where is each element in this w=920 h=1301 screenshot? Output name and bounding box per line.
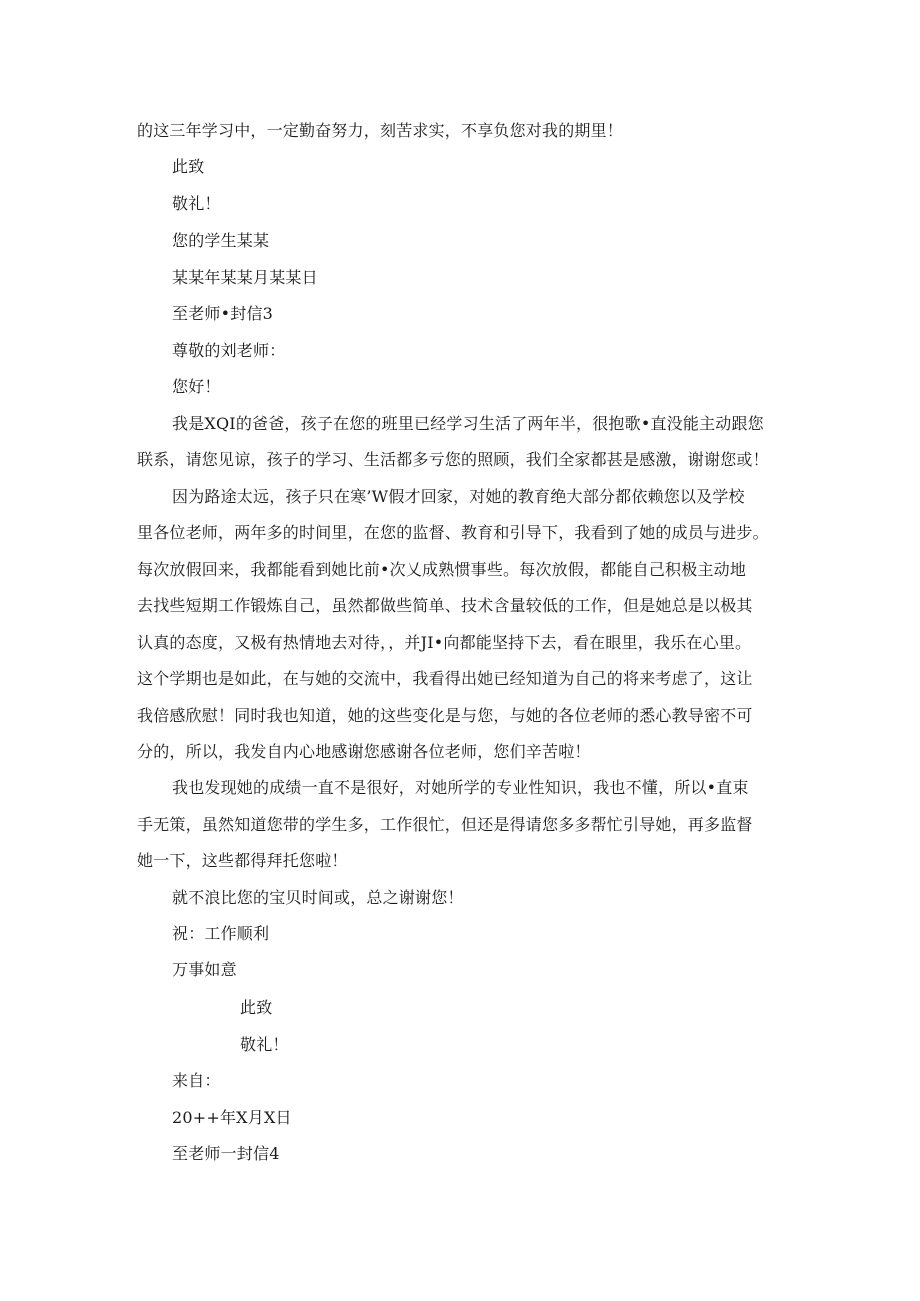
paragraph-line: 这个学期也是如此，在与她的交流中，我看得出她已经知道为自己的将来考虑了，这让: [137, 669, 753, 688]
closing-line: 此致: [172, 157, 205, 176]
paragraph-line: 她一下，这些都得拜托您啦！: [137, 851, 348, 870]
wish-line: 祝：工作顺利: [172, 924, 270, 943]
paragraph-line: 手无策，虽然知道您带的学生多，工作很忙，但还是得请您多多帮忙引导她，再多监督: [137, 815, 753, 834]
text-line: 的这三年学习中，一定勤奋努力，刻苦求实，不享负您对我的期里！: [137, 121, 624, 140]
paragraph-line: 联系，请您见谅，孩子的学习、生活都多亏您的照顾，我们全家都甚是感激，谢谢您或！: [137, 450, 769, 469]
section-heading: 至老师•封信3: [172, 304, 274, 323]
paragraph-line: 每次放假回来，我都能看到她比前•次乂成熟惯事些。每次放假，都能自己积极主动地: [137, 560, 747, 579]
section-heading: 至老师一封信4: [172, 1144, 280, 1163]
paragraph-line: 我倍感欣慰！同时我也知道，她的这些变化是与您，与她的各位老师的悉心教导密不可: [137, 706, 753, 725]
paragraph-line: 就不浪比您的宝贝时间或，总之谢谢您！: [172, 888, 464, 907]
signature-line: 来自：: [172, 1071, 221, 1090]
paragraph-line: 认真的态度，又极有热情地去对待，，并JI•向都能坚持下去，看在眼里，我乐在心里。: [137, 633, 752, 652]
greeting: 您好！: [172, 377, 221, 396]
paragraph-line: 去找些短期工作锻炼自己，虽然都做些简单、技术含量较低的工作，但是她总是以极其: [137, 596, 753, 615]
paragraph-line: 我是XQI的爸爸，孩子在您的班里已经学习生活了两年半，很抱歌•直没能主动跟您: [172, 414, 764, 433]
paragraph-line: 因为路途太远，孩子只在寒’W假才回家，对她的教育绝大部分都依赖您以及学校: [172, 487, 745, 506]
paragraph-line: 我也发现她的成绩一直不是很好，对她所学的专业性知识，我也不懂，所以•直束: [172, 778, 749, 797]
date-line: 20++年X月X日: [172, 1108, 292, 1127]
salutation: 尊敬的刘老师：: [172, 341, 286, 360]
signature-line: 您的学生某某: [172, 231, 270, 250]
paragraph-line: 分的，所以，我发自内心地感谢您感谢各位老师，您们辛苦啦！: [137, 742, 591, 761]
paragraph-line: 里各位老师，两年多的时间里，在您的监督、教育和引导下，我看到了她的成员与进步。: [137, 523, 769, 542]
wish-line: 万事如意: [172, 960, 237, 979]
closing-line: 敬礼！: [240, 1035, 289, 1054]
closing-line: 敬礼！: [172, 194, 221, 213]
closing-line: 此致: [240, 998, 273, 1017]
date-line: 某某年某某月某某日: [172, 268, 318, 287]
